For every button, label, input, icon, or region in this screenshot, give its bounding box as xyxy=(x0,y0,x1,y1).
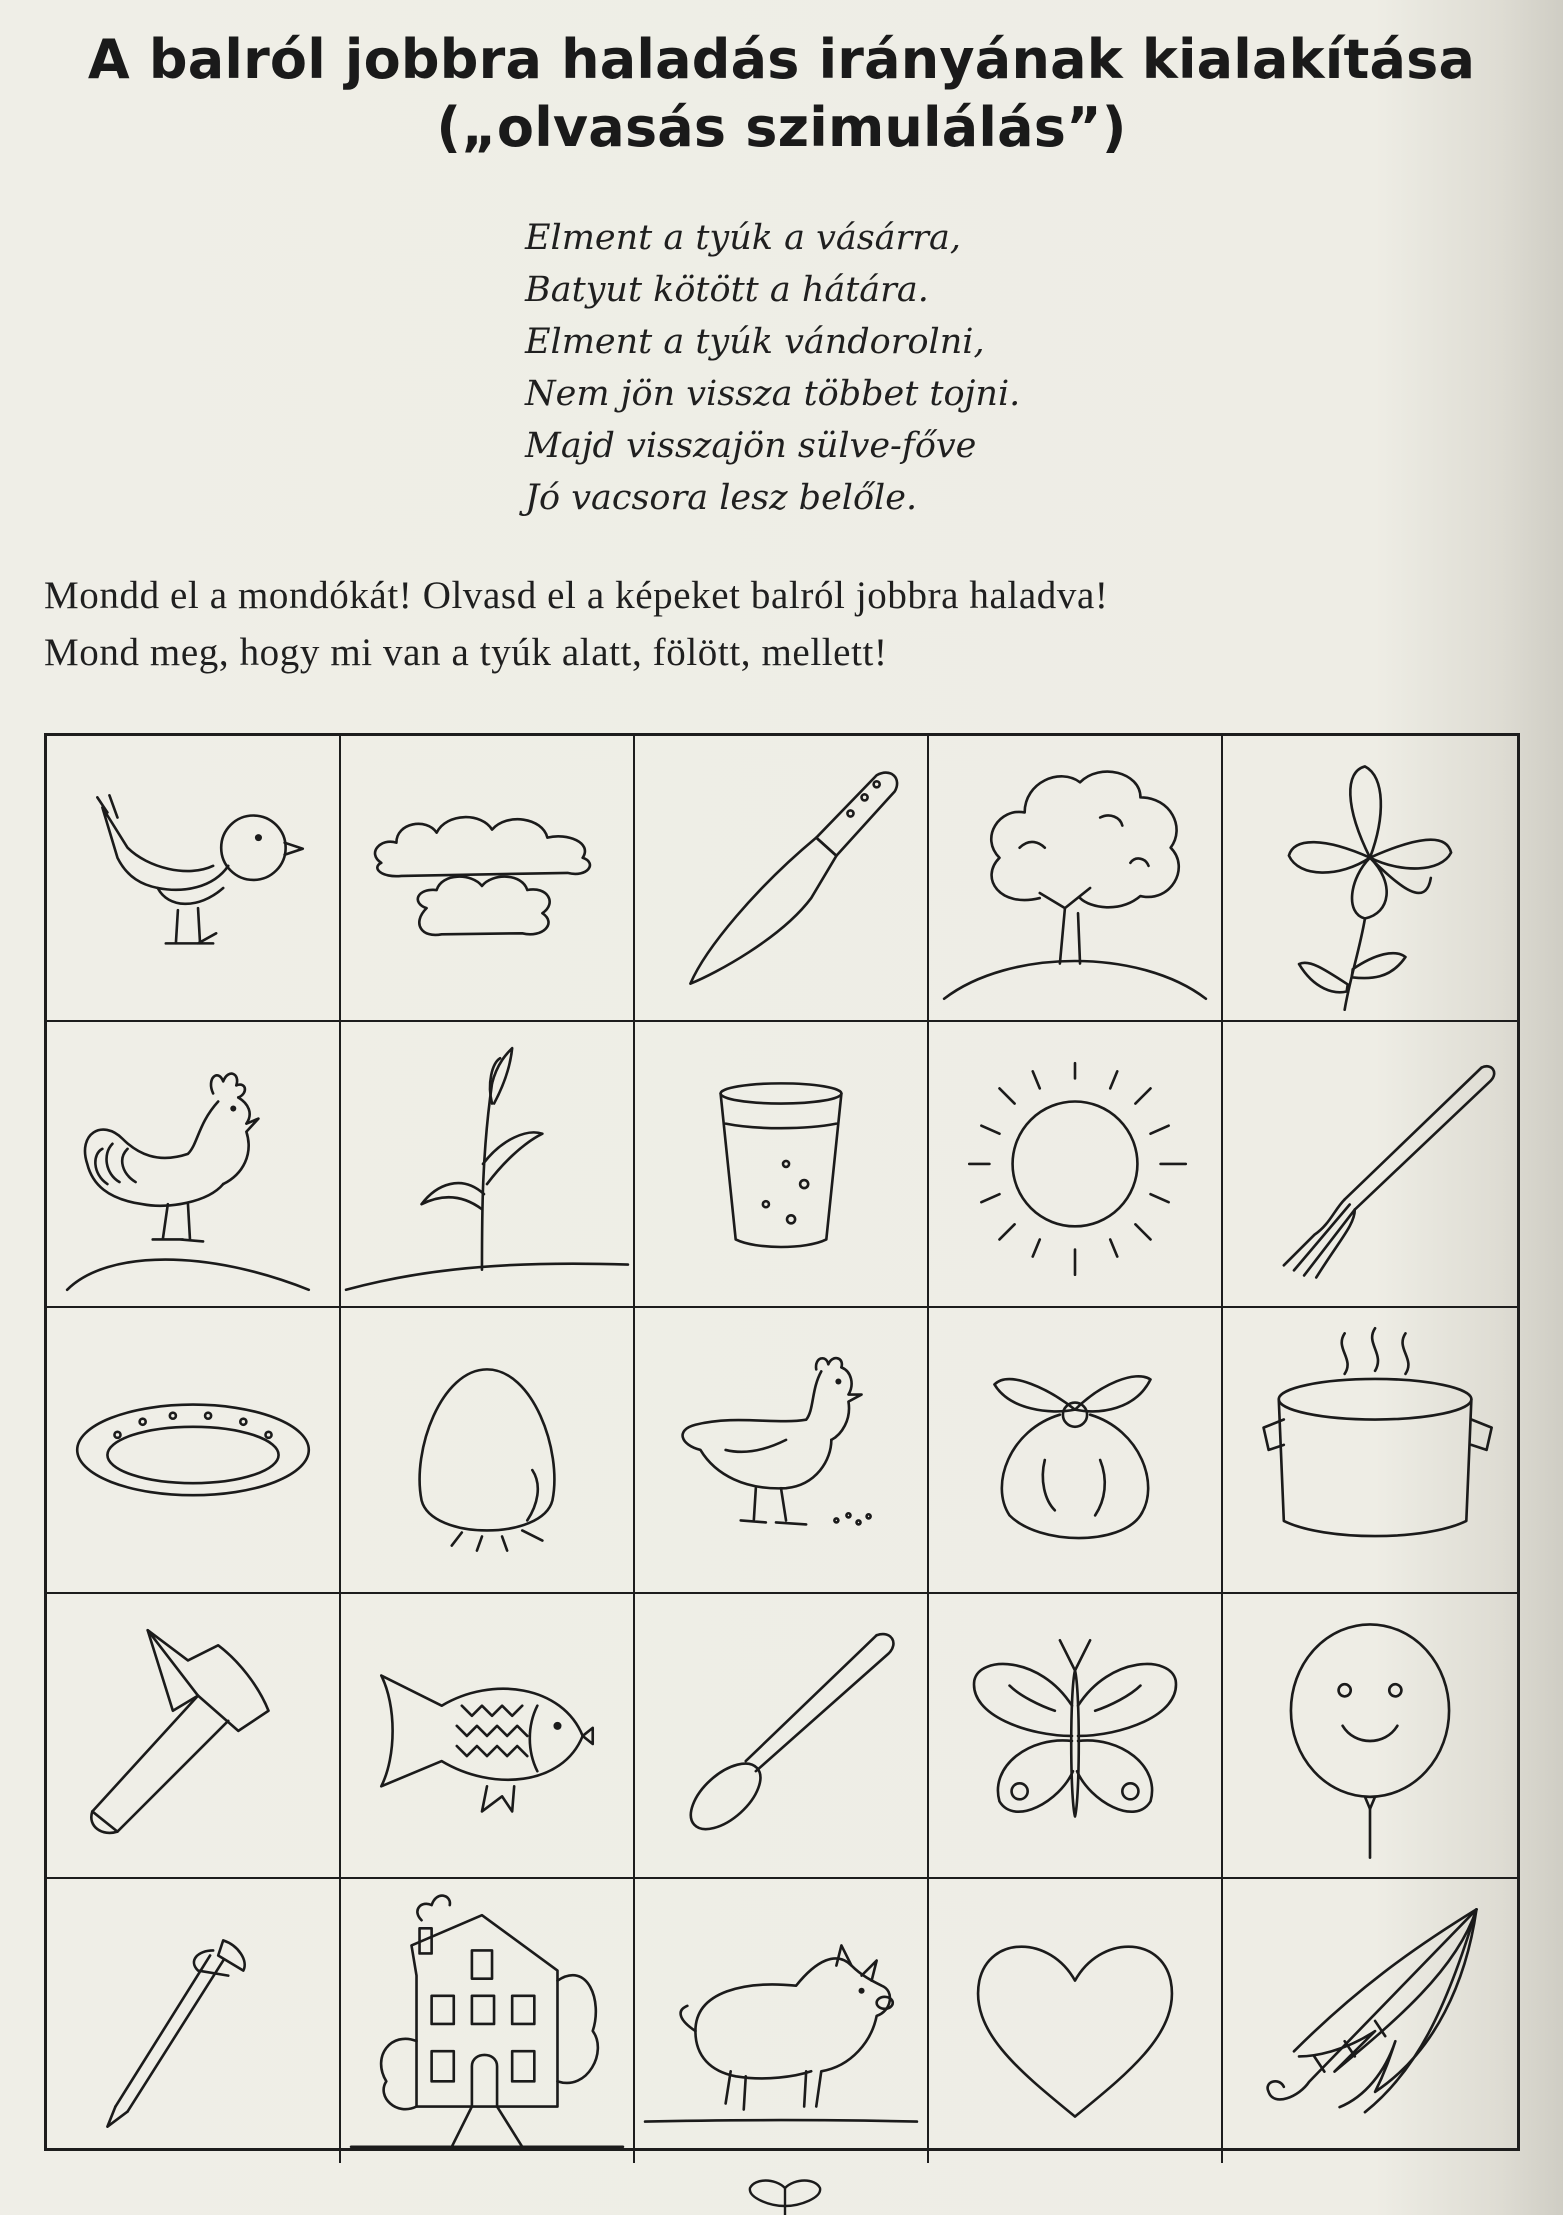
grid-cell-umbrella xyxy=(1223,1879,1517,2163)
tree-icon xyxy=(929,736,1221,1020)
grid-cell-tree xyxy=(929,736,1223,1022)
umbrella-icon xyxy=(1223,1879,1517,2163)
pot-icon xyxy=(1223,1308,1517,1592)
page-title: A balról jobbra haladás irányának kialakítása xyxy=(87,28,1476,91)
grid-cell-butterfly xyxy=(929,1594,1223,1880)
grid-cell-pot xyxy=(1223,1308,1517,1594)
grid-cell-hen xyxy=(635,1308,929,1594)
house-icon xyxy=(341,1879,633,2163)
heart-icon xyxy=(929,1879,1221,2163)
poem-line: Batyut kötött a hátára. xyxy=(525,270,929,310)
poem-line: Jó vacsora lesz belőle. xyxy=(525,478,918,518)
grid-cell-fish xyxy=(341,1594,635,1880)
poem-line: Nem jön vissza többet tojni. xyxy=(525,374,1021,414)
rooster-icon xyxy=(47,1022,339,1306)
hen-icon xyxy=(635,1308,927,1592)
poem-line: Elment a tyúk a vásárra, xyxy=(525,218,961,258)
bundle-icon xyxy=(929,1308,1221,1592)
grid-cell-fork xyxy=(1223,1022,1517,1308)
grid-cell-heart xyxy=(929,1879,1223,2163)
grid-cell-axe xyxy=(47,1594,341,1880)
page-subtitle: („olvasás szimulálás”) xyxy=(436,96,1127,159)
grid-cell-spoon xyxy=(635,1594,929,1880)
picture-grid xyxy=(44,733,1520,2151)
axe-icon xyxy=(47,1594,339,1878)
grid-cell-rooster xyxy=(47,1022,341,1308)
grid-cell-pig xyxy=(635,1879,929,2163)
butterfly-ornament-icon xyxy=(740,2178,830,2215)
grid-cell-house xyxy=(341,1879,635,2163)
instructions xyxy=(44,567,1108,681)
butterfly-icon xyxy=(929,1594,1221,1878)
spoon-icon xyxy=(635,1594,927,1878)
poem-line: Elment a tyúk vándorolni, xyxy=(525,322,985,362)
grid-cell-cloud xyxy=(341,736,635,1022)
sun-icon xyxy=(929,1022,1221,1306)
grid-cell-balloon xyxy=(1223,1594,1517,1880)
grid-cell-chick xyxy=(47,736,341,1022)
plate-icon xyxy=(47,1308,339,1592)
nail-icon xyxy=(47,1879,339,2163)
pig-icon xyxy=(635,1879,927,2163)
cloud-icon xyxy=(341,736,633,1020)
fish-icon xyxy=(341,1594,633,1878)
balloon-icon xyxy=(1223,1594,1517,1878)
reed-icon xyxy=(341,1022,633,1306)
poem xyxy=(525,212,1020,524)
instruction-line: Mondd el a mondókát! Olvasd el a képeket balról jobbra haladva! xyxy=(44,574,1109,617)
knife-icon xyxy=(635,736,927,1020)
grid-cell-plate xyxy=(47,1308,341,1594)
egg-icon xyxy=(341,1308,633,1592)
fork-icon xyxy=(1223,1022,1517,1306)
flower-icon xyxy=(1223,736,1517,1020)
grid-cell-glass xyxy=(635,1022,929,1308)
grid-cell-bundle xyxy=(929,1308,1223,1594)
instruction-line: Mond meg, hogy mi van a tyúk alatt, fölött, mellett! xyxy=(44,631,888,674)
grid-cell-reed xyxy=(341,1022,635,1308)
poem-line: Majd visszajön sülve-főve xyxy=(525,426,977,466)
grid-cell-nail xyxy=(47,1879,341,2163)
glass-icon xyxy=(635,1022,927,1306)
grid-cell-sun xyxy=(929,1022,1223,1308)
grid-cell-flower xyxy=(1223,736,1517,1022)
grid-cell-egg xyxy=(341,1308,635,1594)
chick-icon xyxy=(47,736,339,1020)
grid-cell-knife xyxy=(635,736,929,1022)
